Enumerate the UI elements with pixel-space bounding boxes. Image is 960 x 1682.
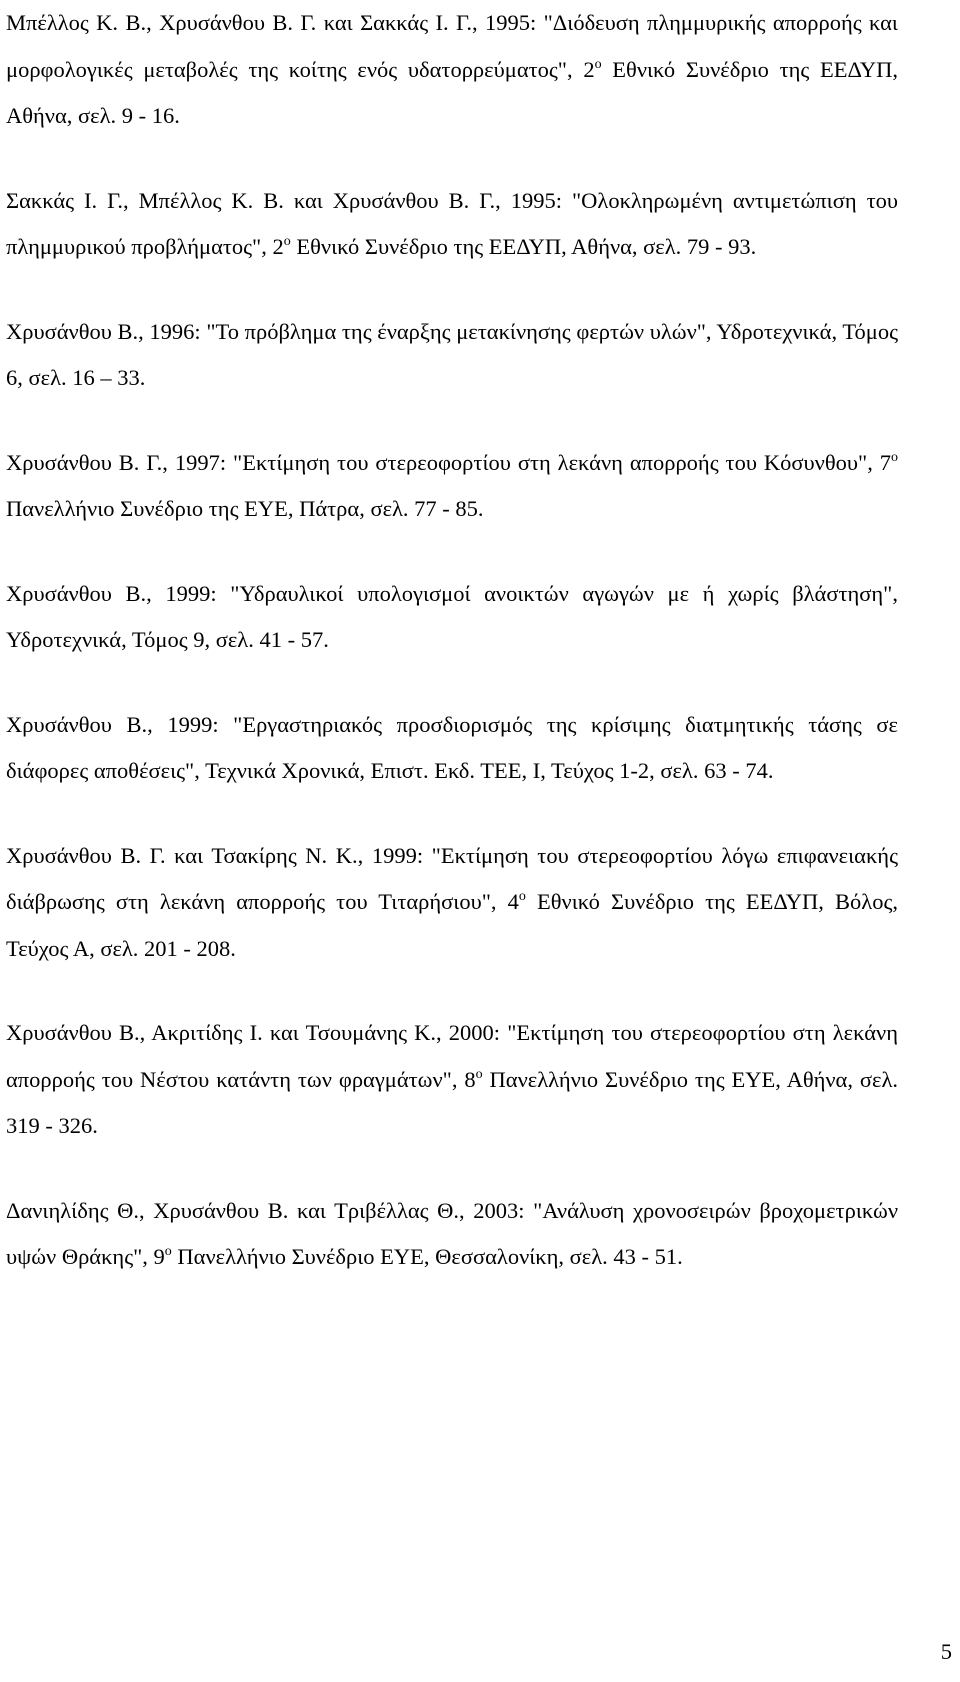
reference-item	[6, 1010, 898, 1150]
reference-item	[6, 833, 898, 973]
reference-item	[6, 440, 898, 533]
reference-item	[6, 702, 898, 795]
reference-text-continued: Εθνικό Συνέδριο της ΕΕΔΥΠ, Αθήνα, σελ. 9 - 16.	[6, 56, 899, 128]
reference-item	[6, 571, 898, 664]
reference-text-continued: Πανελλήνιο Συνέδριο της ΕΥΕ, Αθήνα, σελ. 319 - 326.	[6, 1066, 898, 1138]
reference-text-continued: Εθνικό Συνέδριο της ΕΕΔΥΠ, Αθήνα, σελ. 79 - 93.	[290, 234, 757, 259]
reference-item	[6, 309, 898, 402]
reference-text: Χρυσάνθου Β., 1999: "Εργαστηριακός προσδιορισμός της κρίσιμης διατμητικής τάσης σε διάφορες αποθέσεις", Τεχνικά Χρονικά, Επιστ. Εκδ. ΤΕΕ, Ι, Τεύχος 1-2, σελ. 63 - 74.	[6, 711, 898, 783]
reference-text-continued: Εθνικό Συνέδριο της ΕΕΔΥΠ, Βόλος, Τεύχος Α, σελ. 201 - 208.	[6, 889, 898, 961]
ordinal-superscript: ο	[475, 1066, 483, 1082]
reference-text: Μπέλλος Κ. Β., Χρυσάνθου Β. Γ. και Σακκάς Ι. Γ., 1995: "Διόδευση πλημμυρικής απορροής και μορφολογικές μεταβολές της κοίτης ενός υδατορρεύματος", 2	[6, 10, 898, 82]
reference-text: Σακκάς Ι. Γ., Μπέλλος Κ. Β. και Χρυσάνθου Β. Γ., 1995: "Ολοκληρωμένη αντιμετώπιση του πλημμυρικού προβλήματος", 2	[6, 187, 898, 259]
reference-text-continued: Πανελλήνιο Συνέδριο ΕΥΕ, Θεσσαλονίκη, σελ. 43 - 51.	[171, 1244, 683, 1269]
reference-text: Χρυσάνθου Β. Γ., 1997: "Εκτίμηση του στερεοφορτίου στη λεκάνη απορροής του Κόσυνθου", 7	[6, 449, 891, 475]
reference-item	[6, 0, 898, 140]
reference-text: Χρυσάνθου Β., 1999: "Υδραυλικοί υπολογισμοί ανοικτών αγωγών με ή χωρίς βλάστηση", Υδροτεχνικά, Τόμος 9, σελ. 41 - 57.	[6, 580, 898, 652]
reference-text: Δανιηλίδης Θ., Χρυσάνθου Β. και Τριβέλλας Θ., 2003: "Ανάλυση χρονοσειρών βροχομετρικών υψών Θράκης", 9	[6, 1197, 898, 1269]
ordinal-superscript: ο	[594, 56, 602, 72]
reference-text-continued: Πανελλήνιο Συνέδριο της ΕΥΕ, Πάτρα, σελ. 77 - 85.	[6, 496, 484, 521]
reference-item	[6, 1188, 898, 1281]
page-number: 5	[940, 1639, 952, 1664]
reference-text: Χρυσάνθου Β., Ακριτίδης Ι. και Τσουμάνης Κ., 2000: "Εκτίμηση του στερεοφορτίου στη λεκάνη απορροής του Νέστου κατάντη των φραγμάτων", 8	[6, 1020, 898, 1092]
reference-text: Χρυσάνθου Β. Γ. και Τσακίρης Ν. Κ., 1999: "Εκτίμηση του στερεοφορτίου λόγω επιφανειακής διάβρωσης στη λεκάνη απορροής του Τιταρήσιου", 4	[6, 842, 898, 914]
reference-text: Χρυσάνθου Β., 1996: "Το πρόβλημα της έναρξης μετακίνησης φερτών υλών", Υδροτεχνικά, Τόμος 6, σελ. 16 – 33.	[6, 318, 898, 390]
ordinal-superscript: ο	[283, 234, 291, 249]
reference-list	[6, 0, 898, 1281]
ordinal-superscript: ο	[518, 889, 526, 904]
reference-item	[6, 178, 898, 271]
ordinal-superscript: ο	[164, 1244, 172, 1259]
ordinal-superscript: ο	[891, 449, 898, 465]
